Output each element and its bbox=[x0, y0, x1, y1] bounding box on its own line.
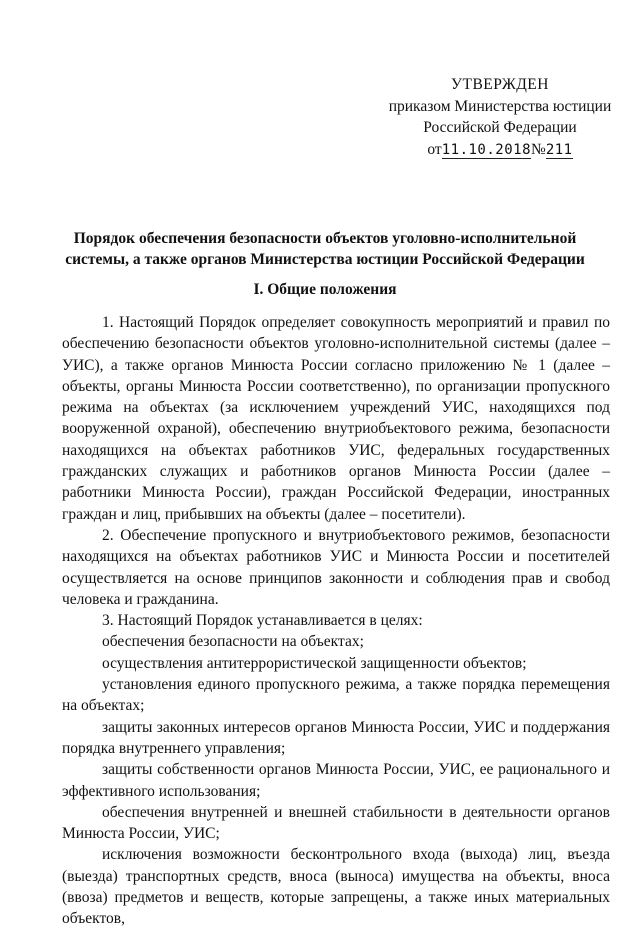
approval-order-line: приказом Министерства юстиции bbox=[388, 97, 612, 115]
goal-item: обеспечения внутренней и внешней стабильности в деятельности органов Минюста России, УИС; bbox=[62, 803, 610, 843]
goal-item: защиты законных интересов органов Минюста России, УИС и поддержания порядка внутреннего управления; bbox=[62, 718, 610, 757]
goal-item: обеспечения безопасности на объектах; bbox=[102, 633, 364, 651]
goal-item: исключения возможности бесконтрольного входа (выхода) лиц, въезда (выезда) транспортных средств, вноса (выноса) имущества на объекты, вноса (ввоза) предметов и веществ, которые запрещены, а также иных материальных объектов, bbox=[62, 846, 610, 928]
date-prefix: от bbox=[427, 140, 442, 158]
order-number: 211 bbox=[545, 141, 573, 158]
document-body bbox=[62, 312, 610, 930]
approval-date-line bbox=[380, 139, 620, 161]
paragraph-2: 2. Обеспечение пропускного и внутриобъектового режимов, безопасности находящихся на объектах работников УИС и Минюста России и посетителей осуществляется на основе принципов законности и соблюдения прав и свобод человека и гражданина. bbox=[62, 526, 610, 608]
paragraph-3: 3. Настоящий Порядок устанавливается в целях: bbox=[102, 612, 423, 630]
approval-federation-line: Российской Федерации bbox=[423, 119, 577, 136]
goal-item: установления единого пропускного режима, а также порядка перемещения на объектах; bbox=[62, 676, 610, 715]
paragraph-1: 1. Настоящий Порядок определяет совокупность мероприятий и правил по обеспечению безопасности объектов уголовно-исполнительной системы (далее – УИС), а также органов Минюста России согласно приложению № 1 (далее – объекты, органы Минюста России соответственно), по организации пропускного режима на объектах (за исключением учреждений УИС, находящихся под вооруженной охраной), обеспечению внутриобъектового режима, безопасности находящихся на объектах работников УИС, федеральных государственных гражданских служащих и работников органов Минюста России (далее – работники Минюста России), граждан Российской Федерации, иностранных граждан и лиц, прибывших на объекты (далее – посетители). bbox=[62, 314, 610, 523]
order-date: 11.10.2018 bbox=[441, 141, 532, 158]
goal-item: осуществления антитеррористической защищенности объектов; bbox=[102, 654, 527, 672]
section-heading: I. Общие положения bbox=[253, 281, 397, 298]
goal-item: защиты собственности органов Минюста России, УИС, ее рационального и эффективного использования; bbox=[62, 761, 610, 800]
document-title-line-2: системы, а также органов Министерства юстиции Российской Федерации bbox=[65, 251, 585, 268]
document-title bbox=[40, 228, 610, 270]
approval-stamp bbox=[380, 74, 620, 160]
document-title-line-1: Порядок обеспечения безопасности объектов уголовно-исполнительной bbox=[73, 230, 577, 247]
number-sign: № bbox=[531, 140, 546, 158]
approval-heading: УТВЕРЖДЕН bbox=[451, 76, 549, 93]
